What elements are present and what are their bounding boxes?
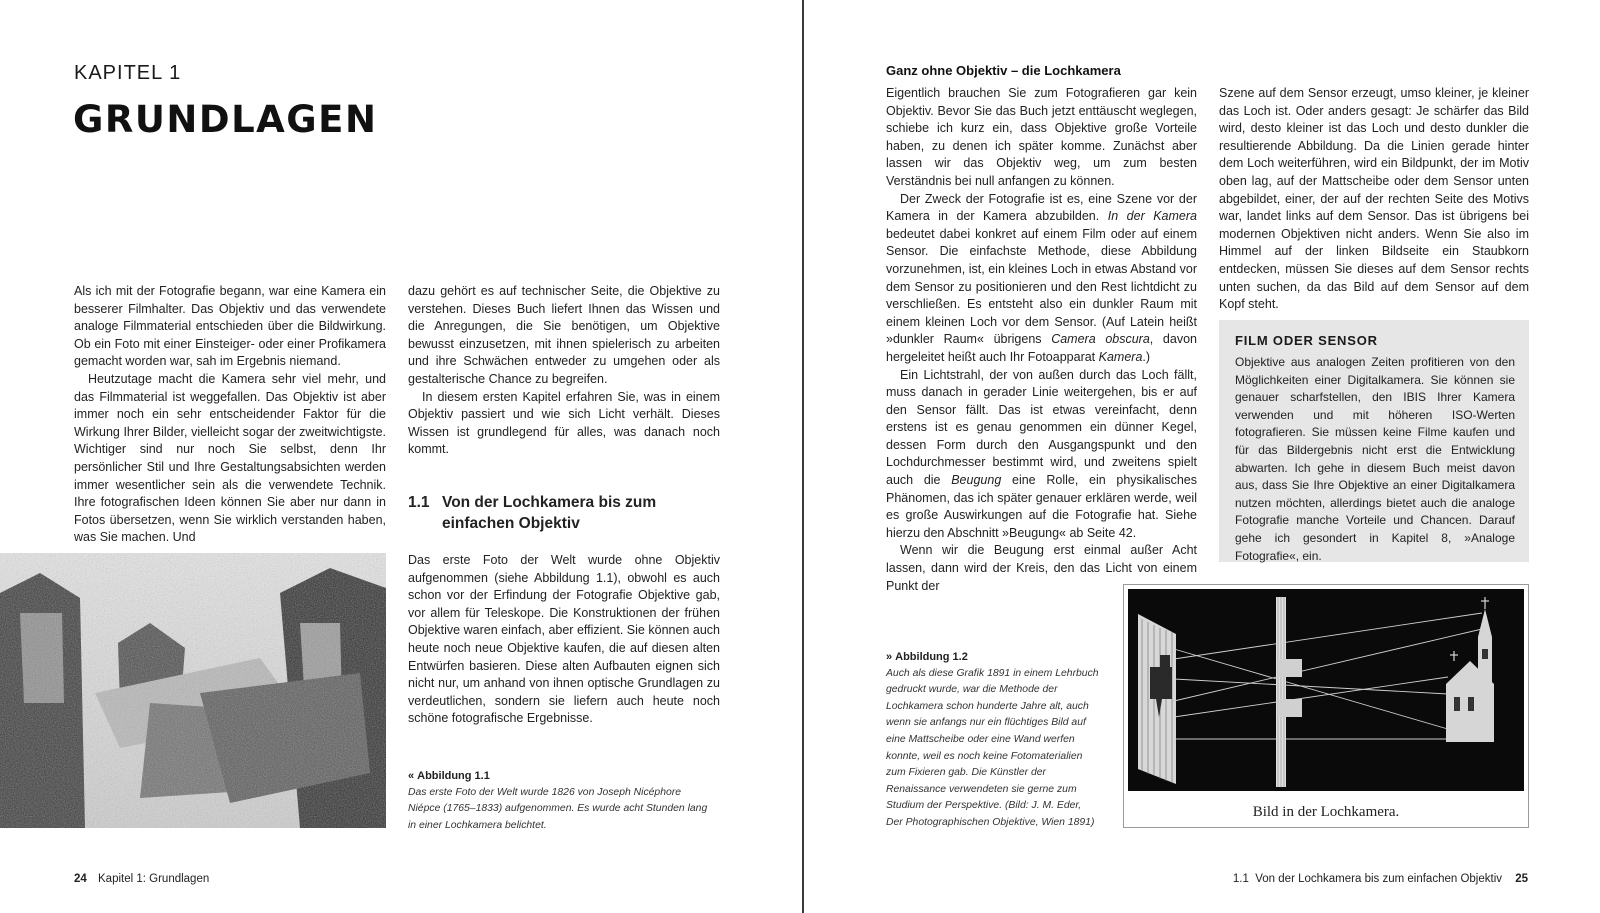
paragraph: dazu gehört es auf technischer Seite, die Objektive zu verstehen. Dieses Buch liefert Ihnen das Wissen und die Anregungen, die Sie benötigen, um Objektive bewusst einzusetzen, mit ihnen spielerisch zu arbeiten und ihre Schwächen entweder zu umgehen oder als gestalterische Chance zu begreifen. [408,284,720,386]
pinhole-camera-illustration [1128,589,1524,791]
page-number: 24 [74,873,87,885]
running-head: Kapitel 1: Grundlagen [98,873,210,885]
section-title-line-2: einfachen Objektiv [442,515,580,532]
running-head: 1.1 Von der Lochkamera bis zum einfachen Objektiv [1232,873,1502,885]
figure-caption-1-1 [408,768,708,834]
paragraph: Ein Lichtstrahl, der von außen durch das Loch fällt, muss danach in gerader Linie weitergehen, bis er auf den Sensor fällt. Das ist etwas vereinfacht, denn erstens ist es genau genommen ein dünner Kegel, dessen Form durch den Ausgangspunkt und den Lochdurchmesser bestimmt wird, und zweitens spielt auch die Beugung eine Rolle, ein physikalisches Phänomen, das ich später genauer erklären werde, weil es große Auswirkungen auf die Fotografie hat. Siehe hierzu den Abschnitt »Beugung« ab Seite 42. [886,367,1197,540]
chapter-kicker: KAPITEL 1 [74,62,182,84]
subsection-heading: Ganz ohne Objektiv – die Lochkamera [886,63,1121,78]
section-title-line-1: Von der Lochkamera bis zum [442,494,657,511]
caption-title: Abbildung 1.1 [417,770,490,782]
left-body-column-2 [408,283,720,459]
paragraph: Wenn wir die Beugung erst einmal außer Acht lassen, dann wird der Kreis, den das Licht von einem Punkt der [886,543,1197,593]
caption-body: Das erste Foto der Welt wurde 1826 von Joseph Nicéphore Niépce (1765–1833) aufgenommen. Es wurde acht Stunden lang in einer Lochkamera belichtet. [408,786,708,831]
right-body-column-1 [886,85,1197,595]
section-heading [408,492,728,534]
caption-body: Auch als diese Grafik 1891 in einem Lehrbuch gedruckt wurde, war die Methode der Lochkamera schon hunderte Jahre alt, auch wenn sie anfangs nur ein flüchtiges Bild auf eine Mattscheibe oder eine Wand werfen konnte, weil es noch keine Fotomaterialien zum Fixieren gab. Die Künstler der Renaissance verwendeten sie gerne zum Studium der Perspektive. (Bild: J. M. Eder, Der Photographischen Objektive, Wien 1891) [886,667,1099,828]
historic-photo-image [0,553,386,828]
info-box-film-or-sensor [1219,320,1529,562]
paragraph: Der Zweck der Fotografie ist es, eine Szene vor der Kamera in der Kamera abzubilden. In der Kamera bedeutet dabei konkret auf einem Film oder auf einem Sensor. Die einfachste Methode, diese Abbildung vorzunehmen, ist, ein kleines Loch in etwas Abstand vor dem Sensor zu positionieren und den Rest lichtdicht zu verschließen. Es entsteht also ein dunkler Raum mit einem kleinen Loch vor dem Sensor. (Auf Latein heißt »dunkler Raum« übrigens Camera obscura, davon hergeleitet heißt auch Ihr Fotoapparat Kamera.) [886,191,1197,364]
paragraph: In diesem ersten Kapitel erfahren Sie, was in einem Objektiv passiert und wie sich Licht verhält. Dieses Wissen ist grundlegend für alles, was danach noch kommt. [408,389,720,457]
paragraph: Heutzutage macht die Kamera sehr viel mehr, und das Filmmaterial ist weggefallen. Das Objektiv ist aber immer noch ein sehr entscheidender Faktor für die Wirkung Ihrer Bilder, vielleicht sogar der zweitwichtigste. Wichtiger sind nur noch Sie selbst, denn Ihr persönlicher Stil und Ihre Gestaltungsabsichten werden immer wesentlicher sein als die verwendete Technik. Ihre fotografischen Ideen können Sie aber nur dann in Fotos übersetzen, wenn Sie wirklich verstanden haben, was Sie machen. Und [74,371,386,545]
section-number: 1.1 [408,494,430,511]
left-footer [74,873,209,885]
paragraph: Das erste Foto der Welt wurde ohne Objektiv aufgenommen (siehe Abbildung 1.1), obwohl es auch schon vor der Erfindung der Fotografie Objektive gab, vor allem für Teleskope. Die Konstruktionen der frühen Objektive waren einfach, aber effizient. Sie können auch heute noch neue Objektive kaufen, die auf diesen alten Entwürfen basieren. Diese alten Aufbauten eignen sich nicht nur, um anhand von ihnen optische Grundlagen zu verdeutlichen, sondern sie liefern auch heute noch schöne fotografische Ergebnisse. [408,553,720,726]
paragraph: Eigentlich brauchen Sie zum Fotografieren gar kein Objektiv. Bevor Sie das Buch jetzt enttäuscht weglegen, schiebe ich kurz ein, dass Objektive große Vorteile haben, zu denen ich später komme. Zunächst aber lassen wir das Objektiv weg, um zum besten Verständnis bei null anfangen zu können. [886,86,1197,188]
paragraph: Als ich mit der Fotografie begann, war eine Kamera ein besserer Filmhalter. Das Objektiv und das verwendete analoge Filmmaterial entschieden über die Bildwirkung. Ob ein Foto mit einer Einsteiger- oder einer Profikamera gemacht worden war, sah im Ergebnis niemand. [74,284,386,369]
info-box-title: FILM ODER SENSOR [1235,333,1378,348]
niepce-photograph [0,553,386,828]
chapter-title: GRUNDLAGEN [73,98,378,141]
section-body [408,552,720,728]
caption-arrow-icon: « [408,770,415,782]
figure-caption-1-2 [886,649,1100,832]
pinhole-camera-figure [1123,584,1529,828]
right-body-column-2 [1219,85,1529,314]
right-footer [1233,873,1528,885]
left-body-column-1 [74,283,386,547]
paragraph: Szene auf dem Sensor erzeugt, umso kleiner, je kleiner das Loch ist. Oder anders gesagt: Je schärfer das Bild wird, desto kleiner ist das Loch und desto dunkler die resultierende Abbildung. Da die Linien gerade hinter dem Loch weiterführen, wird ein Bildpunkt, der im Motiv oben lag, auf der Mattscheibe oder dem Sensor unten abgebildet, einer, der auf der rechten Seite des Motivs war, landet links auf dem Sensor. Das ist übrigens bei modernen Objektiven nicht anders. Wenn Sie also im Himmel auf der linken Bildseite ein Staubkorn entdecken, müssen Sie dieses auf dem Sensor rechts unten suchen, da das Bild auf dem Sensor auf dem Kopf steht. [1219,86,1529,312]
pinhole-diagram [1128,589,1524,791]
spread-gutter-line [802,0,804,913]
caption-title: Abbildung 1.2 [895,651,968,663]
figure-label: Bild in der Lochkamera. [1252,804,1400,820]
caption-arrow-icon: » [886,651,893,663]
info-box-body: Objektive aus analogen Zeiten profitieren von den Möglichkeiten einer Digitalkamera. Sie können sie genauer scharfstellen, den IBIS Ihrer Kamera verwenden und mit höheren ISO-Werten fotografieren. Sie müssen keine Filme kaufen und für das Bildergebnis nicht erst die Entwicklung abwarten. Ich gehe in diesem Buch meist davon aus, dass Sie Ihre Objektive an einer Digitalkamera nutzen möchten, allerdings bietet auch die analoge Fotografie manche Vorteile und Chancen. Darauf gehe ich gesondert in Kapitel 8, »Analoge Fotografie«, ein. [1235,355,1515,563]
page-number: 25 [1515,873,1528,885]
